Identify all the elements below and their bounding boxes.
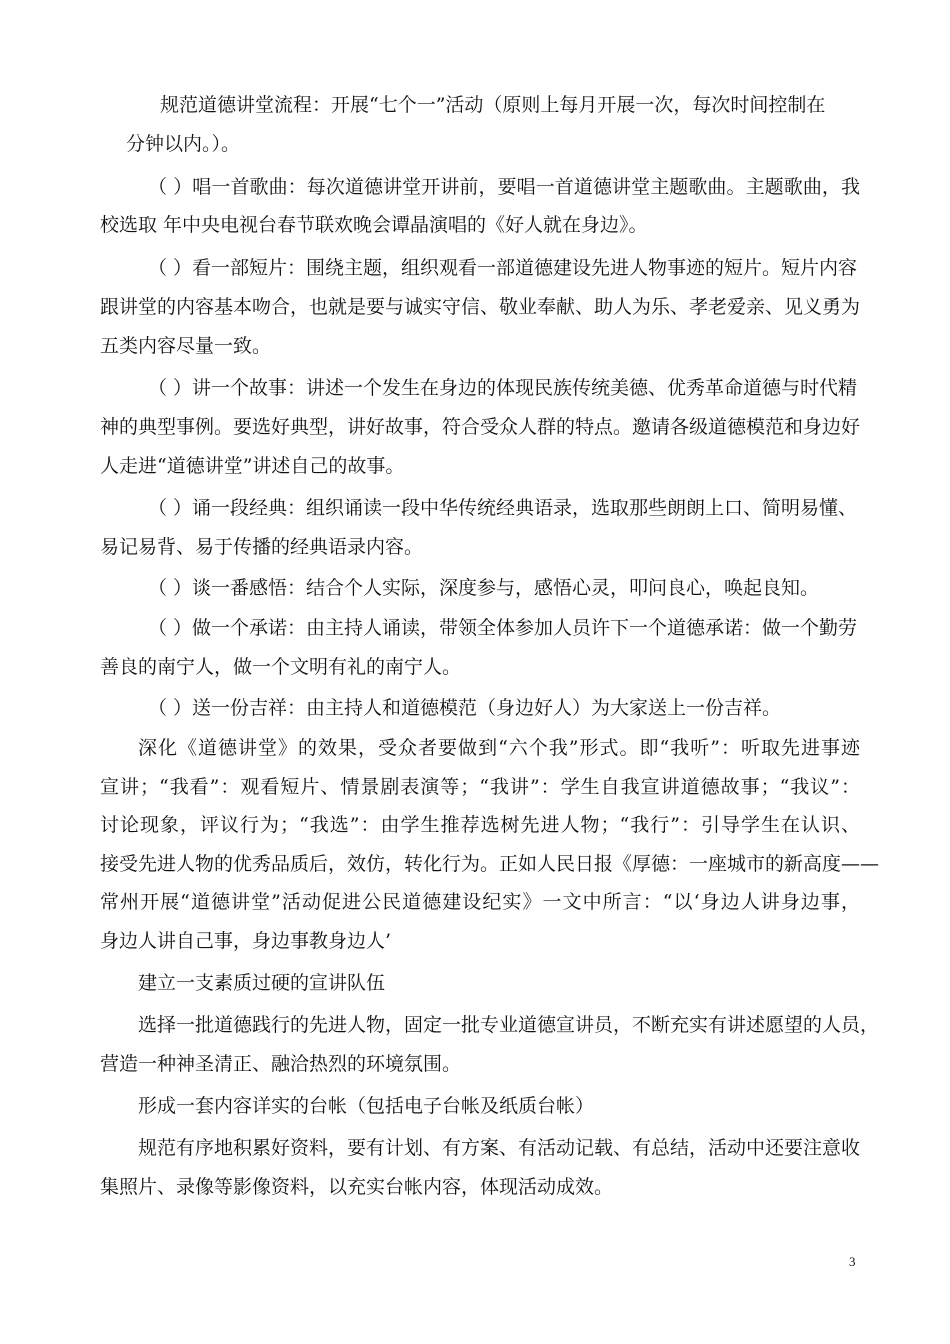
text-line: （ ）唱一首歌曲：每次道德讲堂开讲前，要唱一首道德讲堂主题歌曲。主题歌曲，我 (148, 176, 860, 198)
text-line: （ ）做一个承诺：由主持人诵读，带领全体参加人员许下一个道德承诺：做一个勤劳 (148, 617, 858, 639)
text-line: （ ）看一部短片：围绕主题，组织观看一部道德建设先进人物事迹的短片。短片内容 (148, 257, 858, 279)
text-line: 规范有序地积累好资料，要有计划、有方案、有活动记载、有总结，活动中还要注意收 (138, 1137, 861, 1159)
text-line: （ ）送一份吉祥：由主持人和道德模范（身边好人）为大家送上一份吉祥。 (148, 697, 782, 719)
text-line: 深化《道德讲堂》的效果，受众者要做到“六个我”形式。即“我听”：听取先进事迹 (138, 737, 860, 759)
text-line: 集照片、录像等影像资料，以充实台帐内容，体现活动成效。 (100, 1176, 614, 1198)
text-line: （ ）讲一个故事：讲述一个发生在身边的体现民族传统美德、优秀革命道德与时代精 (148, 377, 858, 399)
text-line: 宣讲；“我看”：观看短片、情景剧表演等；“我讲”：学生自我宣讲道德故事；“我议”： (100, 776, 860, 798)
text-line: 校选取 年中央电视台春节联欢晚会谭晶演唱的《好人就在身边》。 (100, 214, 648, 236)
text-line: 规范道德讲堂流程：开展“七个一”活动（原则上每月开展一次，每次时间控制在 (160, 94, 826, 116)
text-line: 接受先进人物的优秀品质后，效仿，转化行为。正如人民日报《厚德：一座城市的新高度—— (100, 853, 880, 875)
section-heading: 形成一套内容详实的台帐（包括电子台帐及纸质台帐） (138, 1095, 595, 1117)
text-line: 五类内容尽量一致。 (100, 335, 272, 357)
text-line: 营造一种神圣清正、融洽热烈的环境氛围。 (100, 1053, 462, 1075)
page-number: 3 (849, 1254, 856, 1269)
text-line: 选择一批道德践行的先进人物，固定一批专业道德宣讲员，不断充实有讲述愿望的人员， (138, 1014, 880, 1036)
text-line: 易记易背、易于传播的经典语录内容。 (100, 536, 424, 558)
text-line: 善良的南宁人，做一个文明有礼的南宁人。 (100, 656, 462, 678)
text-line: 人走进“道德讲堂”讲述自己的故事。 (100, 455, 405, 477)
text-line: 跟讲堂的内容基本吻合，也就是要与诚实守信、敬业奉献、助人为乐、孝老爱亲、见义勇为 (100, 296, 861, 318)
text-line: （ ）谈一番感悟：结合个人实际，深度参与，感悟心灵，叩问良心，唤起良知。 (148, 577, 820, 599)
text-line: 神的典型事例。要选好典型，讲好故事，符合受众人群的特点。邀请各级道德模范和身边好 (100, 416, 861, 438)
section-heading: 建立一支素质过硬的宣讲队伍 (138, 972, 386, 994)
text-line: 身边人讲自己事，身边事教身边人’ (100, 930, 392, 952)
text-line: 常州开展“道德讲堂”活动促进公民道德建设纪实》一文中所言：“以‘身边人讲身边事， (100, 891, 860, 913)
text-line: （ ）诵一段经典：组织诵读一段中华传统经典语录，选取那些朗朗上口、简明易懂、 (148, 497, 858, 519)
text-line: 讨论现象，评议行为；“我选”：由学生推荐选树先进人物；“我行”：引导学生在认识、 (100, 814, 860, 836)
text-line: 分钟以内。）。 (126, 133, 241, 155)
